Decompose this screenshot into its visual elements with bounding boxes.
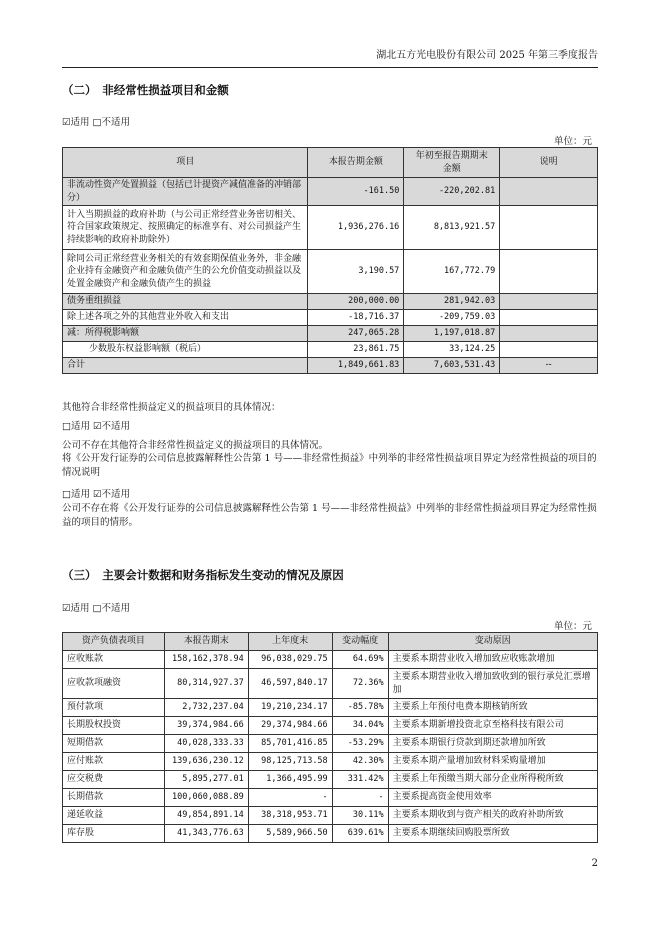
row-change: -85.78% bbox=[332, 699, 388, 717]
row-current: 41,343,776.63 bbox=[164, 825, 248, 843]
col-header-prior: 上年度末 bbox=[248, 633, 332, 651]
row-prior: 1,366,495.99 bbox=[248, 771, 332, 789]
row-ytd: 167,772.79 bbox=[404, 250, 500, 294]
row-change: 42.30% bbox=[332, 753, 388, 771]
table-row bbox=[63, 771, 598, 789]
row-current: -161.50 bbox=[308, 178, 404, 206]
row-change: 331.42% bbox=[332, 771, 388, 789]
col-header-item: 项目 bbox=[63, 148, 308, 178]
row-prior: 46,597,840.17 bbox=[248, 669, 332, 699]
row-current: 200,000.00 bbox=[308, 294, 404, 310]
row-current: 5,895,277.01 bbox=[164, 771, 248, 789]
row-item: 短期借款 bbox=[63, 735, 165, 753]
page-header: 湖北五方光电股份有限公司 2025 年第三季度报告 bbox=[62, 46, 598, 68]
col-header-current: 本报告期金额 bbox=[308, 148, 404, 178]
table-row bbox=[63, 789, 598, 807]
row-current: 247,065.28 bbox=[308, 326, 404, 342]
row-reason: 主要系上年预付电费本期核销所致 bbox=[388, 699, 597, 717]
table-row bbox=[63, 807, 598, 825]
row-current: 139,636,230.12 bbox=[164, 753, 248, 771]
row-ytd: 8,813,921.57 bbox=[404, 206, 500, 250]
row-note bbox=[500, 342, 598, 358]
row-item: 少数股东权益影响额（税后） bbox=[63, 342, 308, 358]
col-header-current: 本报告期末 bbox=[164, 633, 248, 651]
row-current: 80,314,927.37 bbox=[164, 669, 248, 699]
row-note bbox=[500, 250, 598, 294]
table-row bbox=[63, 651, 598, 669]
definition-title: 将《公开发行证券的公司信息披露解释性公告第 1 号——非经常性损益》中列举的非经常性损益项目界定为经常性损益的项目的情况说明 bbox=[62, 453, 597, 478]
table-row bbox=[63, 825, 598, 843]
row-change: -53.29% bbox=[332, 735, 388, 753]
row-current: 100,060,088.89 bbox=[164, 789, 248, 807]
row-item: 预付款项 bbox=[63, 699, 165, 717]
row-ytd: -209,759.03 bbox=[404, 310, 500, 326]
row-prior: 5,589,966.50 bbox=[248, 825, 332, 843]
row-change: 64.69% bbox=[332, 651, 388, 669]
row-item: 计入当期损益的政府补助（与公司正常经营业务密切相关、符合国家政策规定、按照确定的标准享有、对公司损益产生持续影响的政府补助除外） bbox=[63, 206, 308, 250]
other-items-title: 其他符合非经常性损益定义的损益项目的具体情况： bbox=[62, 402, 281, 413]
row-reason: 主要系本期银行贷款到期还款增加所致 bbox=[388, 735, 597, 753]
row-prior: 96,038,029.75 bbox=[248, 651, 332, 669]
col-header-ytd-line1: 年初至报告期期末 bbox=[415, 151, 488, 161]
table-row bbox=[63, 178, 598, 206]
row-current: 23,861.75 bbox=[308, 342, 404, 358]
row-prior: 85,701,416.85 bbox=[248, 735, 332, 753]
row-current: 2,732,237.04 bbox=[164, 699, 248, 717]
col-header-item: 资产负债表项目 bbox=[63, 633, 165, 651]
col-header-ytd bbox=[404, 148, 500, 178]
table-row bbox=[63, 717, 598, 735]
table-row bbox=[63, 326, 598, 342]
table-row bbox=[63, 753, 598, 771]
row-note bbox=[500, 326, 598, 342]
table-row-total bbox=[63, 358, 598, 374]
col-header-ytd-line2: 金额 bbox=[442, 163, 461, 174]
row-item: 应收款项融资 bbox=[63, 669, 165, 699]
row-item: 递延收益 bbox=[63, 807, 165, 825]
row-current: 39,374,984.66 bbox=[164, 717, 248, 735]
page-number: 2 bbox=[591, 858, 598, 869]
row-ytd: 281,942.03 bbox=[404, 294, 500, 310]
applicable-checkbox-changes: ☑适用 □不适用 bbox=[62, 603, 131, 614]
applicable-checkbox-definition: □适用 ☑不适用 bbox=[62, 489, 131, 500]
table-row bbox=[63, 669, 598, 699]
unit-label: 单位：元 bbox=[553, 136, 592, 147]
row-item: 除同公司正常经营业务相关的有效套期保值业务外，非金融企业持有金融资产和金融负债产生的公允价值变动损益以及处置金融资产和金融负债产生的损益 bbox=[63, 250, 308, 294]
table-row bbox=[63, 735, 598, 753]
table-row bbox=[63, 342, 598, 358]
row-ytd: 1,197,018.87 bbox=[404, 326, 500, 342]
row-current: 1,936,276.16 bbox=[308, 206, 404, 250]
col-header-reason: 变动原因 bbox=[388, 633, 597, 651]
row-current: 3,190.57 bbox=[308, 250, 404, 294]
row-item: 长期股权投资 bbox=[63, 717, 165, 735]
row-reason: 主要系本期营业收入增加致收到的银行承兑汇票增加 bbox=[388, 669, 597, 699]
row-item: 应收账款 bbox=[63, 651, 165, 669]
unit-label: 单位：元 bbox=[553, 621, 592, 632]
row-prior: 38,318,953.71 bbox=[248, 807, 332, 825]
row-reason: 主要系本期营业收入增加致应收账款增加 bbox=[388, 651, 597, 669]
row-item: 减：所得税影响额 bbox=[63, 326, 308, 342]
row-ytd: 33,124.25 bbox=[404, 342, 500, 358]
table-row bbox=[63, 294, 598, 310]
row-prior: 19,210,234.17 bbox=[248, 699, 332, 717]
row-current: 49,854,891.14 bbox=[164, 807, 248, 825]
row-item: 债务重组损益 bbox=[63, 294, 308, 310]
row-reason: 主要系本期继续回购股票所致 bbox=[388, 825, 597, 843]
row-change: 72.36% bbox=[332, 669, 388, 699]
row-item: 应付账款 bbox=[63, 753, 165, 771]
row-current: 1,849,661.83 bbox=[308, 358, 404, 374]
table-row bbox=[63, 310, 598, 326]
row-prior: 29,374,984.66 bbox=[248, 717, 332, 735]
table-row bbox=[63, 250, 598, 294]
row-item: 除上述各项之外的其他营业外收入和支出 bbox=[63, 310, 308, 326]
row-note bbox=[500, 310, 598, 326]
row-note bbox=[500, 178, 598, 206]
other-items-text: 公司不存在其他符合非经常性损益定义的损益项目的具体情况。 bbox=[62, 440, 329, 451]
row-item: 非流动性资产处置损益（包括已计提资产减值准备的冲销部分） bbox=[63, 178, 308, 206]
row-ytd: 7,603,531.43 bbox=[404, 358, 500, 374]
row-change: - bbox=[332, 789, 388, 807]
row-note bbox=[500, 294, 598, 310]
row-change: 639.61% bbox=[332, 825, 388, 843]
applicable-checkbox-other: □适用 ☑不适用 bbox=[62, 421, 131, 432]
balance-changes-table bbox=[62, 632, 598, 843]
row-current: -18,716.37 bbox=[308, 310, 404, 326]
row-prior: 98,125,713.58 bbox=[248, 753, 332, 771]
row-reason: 主要系本期产量增加致材料采购量增加 bbox=[388, 753, 597, 771]
definition-text: 公司不存在将《公开发行证券的公司信息披露解释性公告第 1 号——非经常性损益》中列举的非经常性损益项目界定为经常性损益的项目的情形。 bbox=[62, 503, 597, 528]
row-reason: 主要系提高资金使用效率 bbox=[388, 789, 597, 807]
col-header-note: 说明 bbox=[500, 148, 598, 178]
row-change: 34.04% bbox=[332, 717, 388, 735]
table-row bbox=[63, 206, 598, 250]
section-title-changes: （三） 主要会计数据和财务指标发生变动的情况及原因 bbox=[62, 568, 344, 582]
row-item: 应交税费 bbox=[63, 771, 165, 789]
row-item: 长期借款 bbox=[63, 789, 165, 807]
section-title-nonrecurring: （二） 非经常性损益项目和金额 bbox=[62, 83, 229, 97]
row-ytd: -220,202.81 bbox=[404, 178, 500, 206]
row-item: 库存股 bbox=[63, 825, 165, 843]
col-header-change: 变动幅度 bbox=[332, 633, 388, 651]
row-note bbox=[500, 206, 598, 250]
table-row bbox=[63, 699, 598, 717]
row-prior: - bbox=[248, 789, 332, 807]
row-reason: 主要系本期收到与资产相关的政府补助所致 bbox=[388, 807, 597, 825]
row-reason: 主要系本期新增投资北京至格科技有限公司 bbox=[388, 717, 597, 735]
nonrecurring-table bbox=[62, 147, 598, 374]
row-item: 合计 bbox=[63, 358, 308, 374]
applicable-checkbox-nonrecurring: ☑适用 □不适用 bbox=[62, 117, 131, 128]
row-change: 30.11% bbox=[332, 807, 388, 825]
row-current: 158,162,378.94 bbox=[164, 651, 248, 669]
row-current: 40,028,333.33 bbox=[164, 735, 248, 753]
row-note: -- bbox=[500, 358, 598, 374]
row-reason: 主要系上年预缴当期大部分企业所得税所致 bbox=[388, 771, 597, 789]
